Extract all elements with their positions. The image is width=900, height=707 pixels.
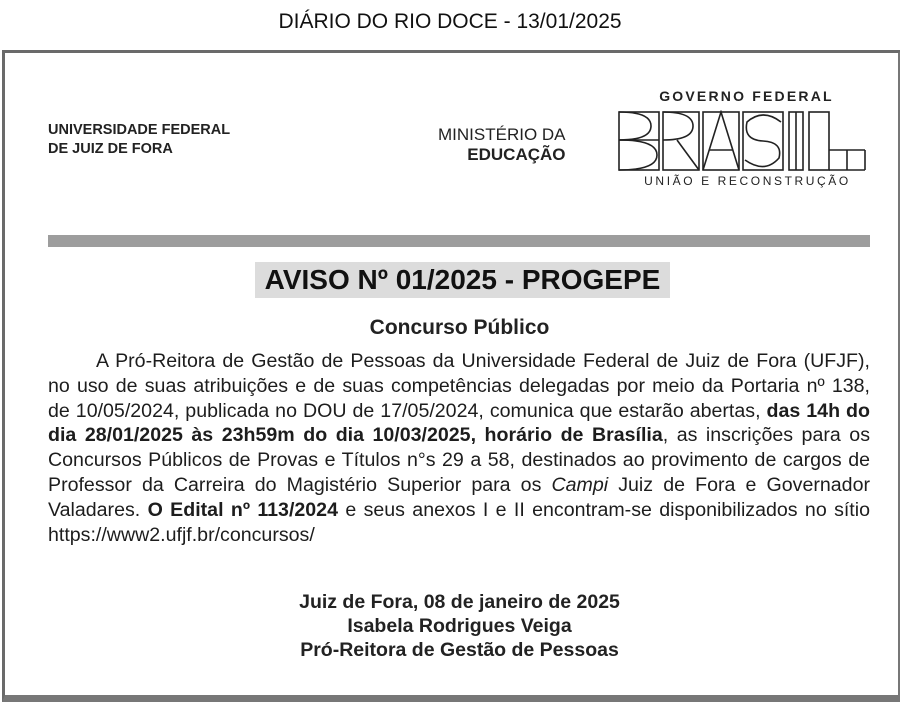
notice-body (48, 349, 870, 547)
government-slogan: UNIÃO E RECONSTRUÇÃO (644, 174, 851, 188)
ministry-name (438, 125, 566, 165)
signature-name: Isabela Rodrigues Veiga (347, 615, 572, 637)
newspaper-header: DIÁRIO DO RIO DOCE - 13/01/2025 (278, 10, 622, 33)
university-line-2: DE JUIZ DE FORA (48, 141, 173, 157)
signature-block (13, 590, 900, 662)
title-wrap (5, 262, 898, 298)
body-bold-edital: O Edital nº 113/2024 (147, 498, 338, 521)
ministry-line-1: MINISTÉRIO DA (438, 125, 566, 144)
notice-subtitle: Concurso Público (369, 316, 550, 339)
ministry-line-2: EDUCAÇÃO (467, 145, 566, 164)
body-italic-campi: Campi (551, 473, 609, 496)
header-divider (48, 235, 870, 247)
signature-place-date: Juiz de Fora, 08 de janeiro de 2025 (299, 591, 620, 613)
body-text-part-1: A Pró-Reitora de Gestão de Pessoas da Universidade Federal de Juiz de Fora (UFJF), no uso de suas atribuições e de suas competências delegadas por meio da Portaria nº 138, de 10/05/2024, publicada no DOU de 17/05/2024, comunica que estarão abertas, (48, 350, 870, 422)
body-text-part-2: , as inscrições para os Concursos Públicos de Provas e Títulos n°s 29 a 58, destinados ao provimento de cargos de Professor da Carreira do Magistério Superior para os (48, 424, 870, 496)
notice-frame (2, 50, 900, 702)
body-bold-dates: das 14h do dia 28/01/2025 às 23h59m do dia 10/03/2025, horário de Brasília (48, 399, 870, 447)
university-line-1: UNIVERSIDADE FEDERAL (48, 122, 231, 138)
university-name (48, 121, 230, 159)
government-logo (617, 88, 872, 188)
body-text-part-4: e seus anexos I e II encontram-se disponibilizados no sítio https://www2.ufjf.br/concursos/ (48, 498, 871, 546)
body-text-part-3: Juiz de Fora e Governador Valadares. (48, 473, 871, 521)
notice-title: AVISO Nº 01/2025 - PROGEPE (255, 262, 671, 298)
brasil-logo-icon (617, 110, 867, 172)
government-top-text: GOVERNO FEDERAL (659, 88, 834, 104)
signature-role: Pró-Reitora de Gestão de Pessoas (300, 639, 619, 661)
